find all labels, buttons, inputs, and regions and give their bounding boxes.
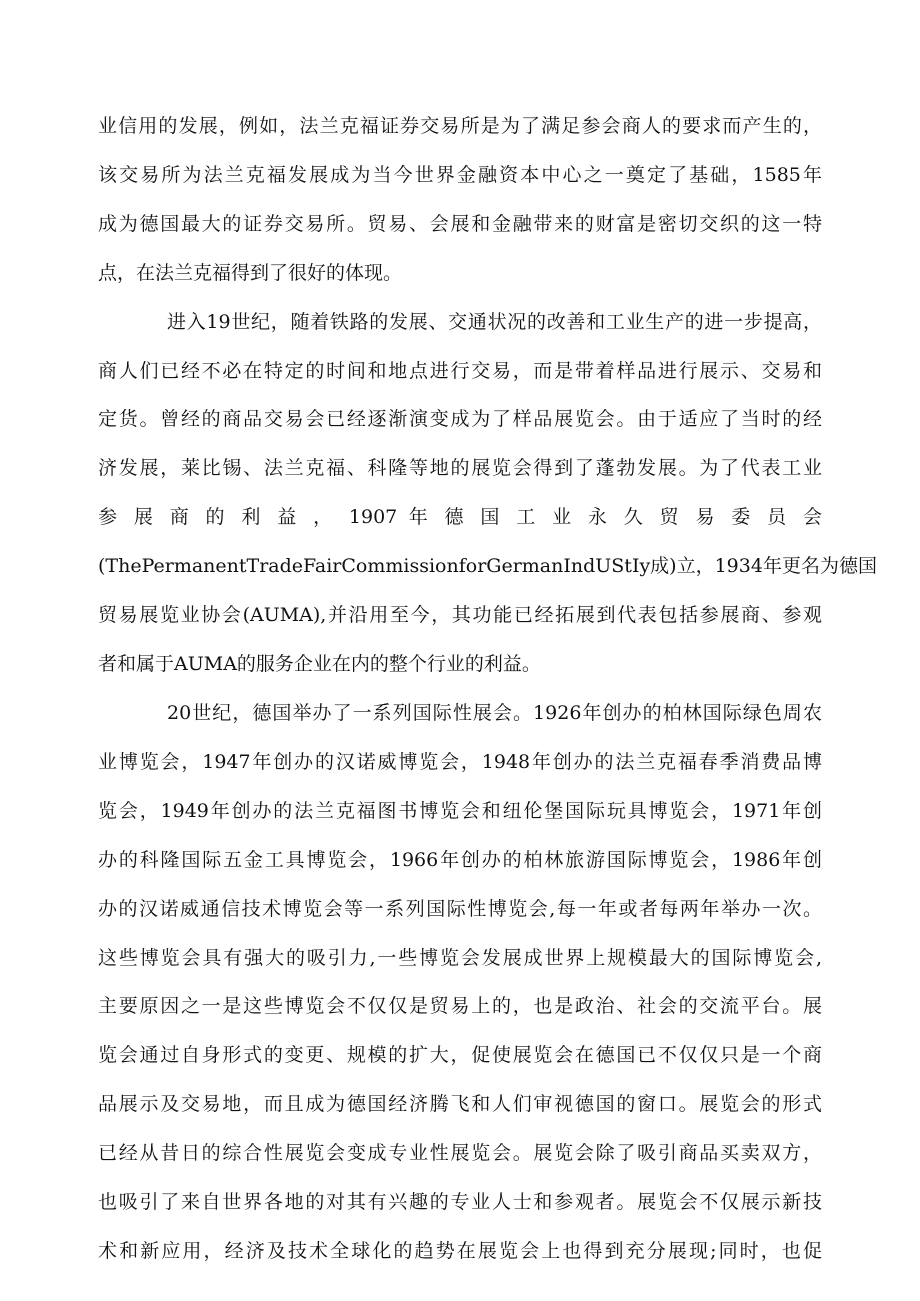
paragraph-3-line-5: 办的汉诺威通信技术博览会等一系列国际性博览会,每一年或者每两年举办一次。: [98, 898, 822, 920]
paragraph-3-line-9: 品展示及交易地，而且成为德国经济腾飞和人们审视德国的窗口。展览会的形式: [98, 1093, 822, 1115]
paragraph-1-line-1: 业信用的发展，例如，法兰克福证券交易所是为了满足参会商人的要求而产生的，: [98, 115, 822, 137]
paragraph-2-line-4: 济发展，莱比锡、法兰克福、科隆等地的展览会得到了蓬勃发展。为了代表工业: [98, 457, 822, 479]
paragraph-2-line-2: 商人们已经不必在特定的时间和地点进行交易，而是带着样品进行展示、交易和: [98, 360, 822, 382]
paragraph-3-line-6: 这些博览会具有强大的吸引力,一些博览会发展成世界上规模最大的国际博览会,: [98, 947, 822, 969]
paragraph-1-line-4: 点，在法兰克福得到了很好的体现。: [98, 262, 403, 284]
paragraph-3-line-11: 也吸引了来自世界各地的对其有兴趣的专业人士和参观者。展览会不仅展示新技: [98, 1191, 822, 1213]
paragraph-3-line-7: 主要原因之一是这些博览会不仅仅是贸易上的，也是政治、社会的交流平台。展: [98, 995, 822, 1017]
paragraph-3-line-4: 办的科隆国际五金工具博览会，1966年创办的柏林旅游国际博览会，1986年创: [98, 849, 822, 871]
paragraph-2-line-6: (ThePermanentTradeFairCommissionforGermanIndUStIy成)立，1934年更名为德国: [98, 555, 877, 577]
paragraph-2-line-5: 参 展 商 的 利 益 ， 1907 年 德 国 工 业 永 久 贸 易 委 员 会: [98, 506, 822, 528]
paragraph-3-line-12: 术和新应用，经济及技术全球化的趋势在展览会上也得到充分展现;同时，也促: [98, 1240, 822, 1262]
paragraph-2-line-7: 贸易展览业协会(AUMA),并沿用至今，其功能已经拓展到代表包括参展商、参观: [98, 604, 822, 626]
paragraph-2-line-3: 定货。曾经的商品交易会已经逐渐演变成为了样品展览会。由于适应了当时的经: [98, 408, 822, 430]
paragraph-3-line-2: 业博览会，1947年创办的汉诺威博览会，1948年创办的法兰克福春季消费品博: [98, 751, 822, 773]
paragraph-3-line-8: 览会通过自身形式的变更、规模的扩大，促使展览会在德国已不仅仅只是一个商: [98, 1044, 822, 1066]
paragraph-3-line-1: 20世纪，德国举办了一系列国际性展会。1926年创办的柏林国际绿色周农: [167, 702, 822, 724]
paragraph-3-line-3: 览会，1949年创办的法兰克福图书博览会和纽伦堡国际玩具博览会，1971年创: [98, 800, 822, 822]
paragraph-3-line-10: 已经从昔日的综合性展览会变成专业性展览会。展览会除了吸引商品买卖双方，: [98, 1142, 822, 1164]
paragraph-2-line-1: 进入19世纪，随着铁路的发展、交通状况的改善和工业生产的进一步提高，: [167, 311, 822, 333]
paragraph-1-line-3: 成为德国最大的证券交易所。贸易、会展和金融带来的财富是密切交织的这一特: [98, 213, 822, 235]
paragraph-2-line-8: 者和属于AUMA的服务企业在内的整个行业的利益。: [98, 653, 541, 675]
paragraph-1-line-2: 该交易所为法兰克福发展成为当今世界金融资本中心之一奠定了基础，1585年: [98, 164, 822, 186]
